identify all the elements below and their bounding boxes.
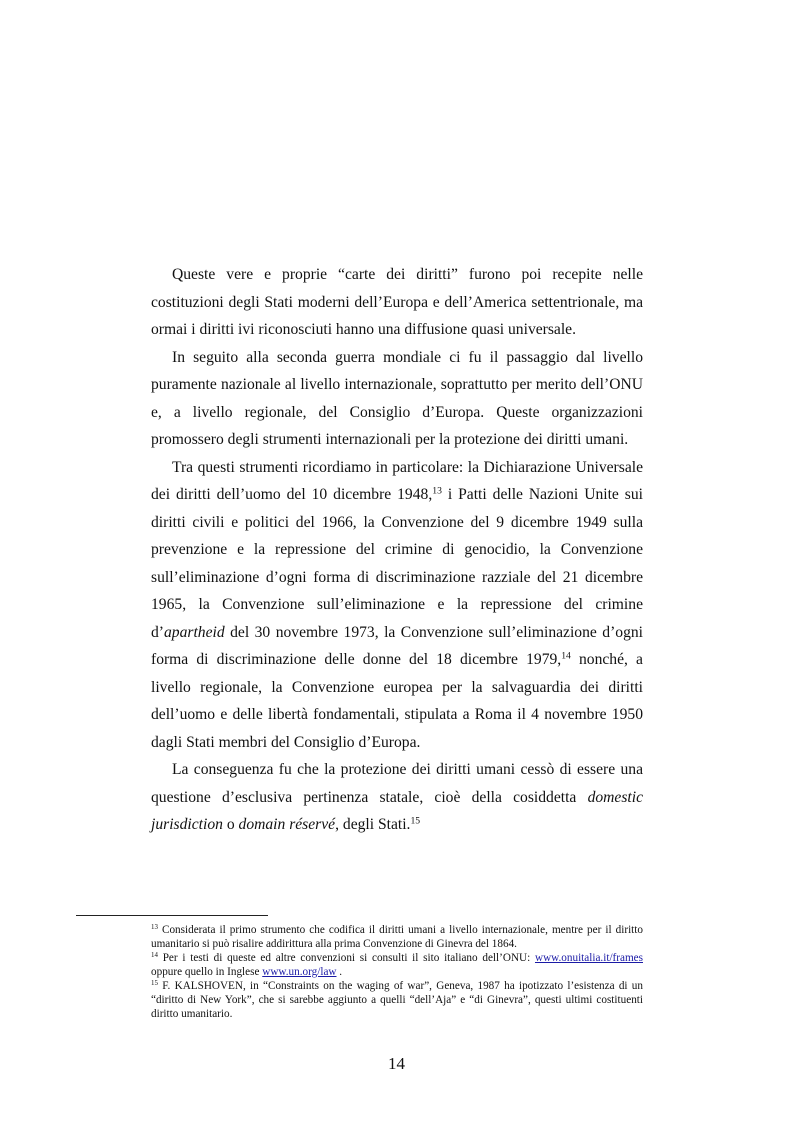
footnote-14-text: Per i testi di queste ed altre convenzioni si consulti il sito italiano dell’ONU:: [157, 952, 535, 964]
footnote-separator: [76, 915, 268, 916]
footnote-15-text: F. KALSHOVEN, in “Constraints on the waging of war”, Geneva, 1987 ha ipotizzato l’esistenza di un “diritto di New York”, che si sarebbe aggiunto a quelli “dell’Aja” e “di Ginevra”, questi ultimi costituenti diritto umanitario.: [151, 980, 643, 1020]
paragraph-3: [151, 454, 643, 757]
footnote-14-end: .: [336, 966, 343, 978]
footnote-15: [151, 979, 643, 1021]
footnote-ref-14[interactable]: 14: [561, 650, 571, 662]
paragraph-4-text-a: La conseguenza fu che la protezione dei diritti umani cessò di essere una questione d’esclusiva pertinenza statale, cioè della cosiddetta: [151, 761, 643, 806]
paragraph-3-text-a: Tra questi strumenti ricordiamo in particolare: la Dichiarazione Universale dei diritti dell’uomo del 10 dicembre 1948,: [151, 458, 643, 503]
body-text: [151, 261, 643, 839]
paragraph-4: [151, 756, 643, 839]
term-domain-reserve: domain réservé: [238, 816, 336, 833]
paragraph-4-connector: o: [222, 816, 239, 833]
footnote-ref-15[interactable]: 15: [410, 815, 421, 827]
paragraph-3-text-c: del 30 novembre 1973, la Convenzione sull’eliminazione d’ogni forma di discriminazione delle donne del 18 dicembre 1979,: [151, 623, 643, 668]
footnote-14-mid: oppure quello in Inglese: [151, 966, 263, 978]
paragraph-3-text-d: nonché, a livello regionale, la Convenzione europea per la salvaguardia dei diritti dell’uomo e delle libertà fondamentali, stipulata a Roma il 4 novembre 1950 dagli Stati membri del Consiglio d’Europa.: [151, 651, 643, 751]
paragraph-1: Queste vere e proprie “carte dei diritti” furono poi recepite nelle costituzioni degli Stati moderni dell’Europa e dell’America settentrionale, ma ormai i diritti ivi riconosciuti hanno una diffusione quasi universale.: [151, 266, 643, 338]
footnote-ref-13[interactable]: 13: [432, 485, 442, 497]
footnote-14-number: 14: [151, 951, 158, 960]
page-number: 14: [388, 1054, 405, 1073]
term-apartheid: apartheid: [164, 623, 225, 641]
paragraph-3-text-b: i Patti delle Nazioni Unite sui diritti civili e politici del 1966, la Convenzione del 9 dicembre 1949 sulla prevenzione e la repressione del crimine di genocidio, la Convenzione sull’eliminazione d’ogni forma di discriminazione razziale del 21 dicembre 1965, la Convenzione sull’eliminazione e la repressione del crimine d’: [151, 486, 644, 641]
term-domestic-jurisdiction: domestic jurisdiction: [151, 788, 643, 833]
footnote-14: [151, 951, 643, 979]
footnote-15-number: 15: [151, 979, 158, 988]
footnotes: [151, 923, 643, 1021]
paragraph-2: In seguito alla seconda guerra mondiale ci fu il passaggio dal livello puramente nazionale al livello internazionale, soprattutto per merito dell’ONU e, a livello regionale, del Consiglio d’Europa. Queste organizzazioni promossero degli strumenti internazionali per la protezione dei diritti umani.: [151, 348, 643, 448]
paragraph-4-text-b: , degli Stati.: [335, 816, 411, 833]
footnote-13: [151, 923, 643, 951]
link-un-org-law[interactable]: www.un.org/law: [262, 966, 337, 978]
link-onuitalia[interactable]: www.onuitalia.it/frames: [534, 952, 643, 964]
footnote-13-text: Considerata il primo strumento che codifica il diritti umani a livello internazionale, mentre per il diritto umanitario si può risalire addirittura alla prima Convenzione di Ginevra del 1864.: [151, 924, 643, 950]
footnote-13-number: 13: [151, 923, 158, 932]
